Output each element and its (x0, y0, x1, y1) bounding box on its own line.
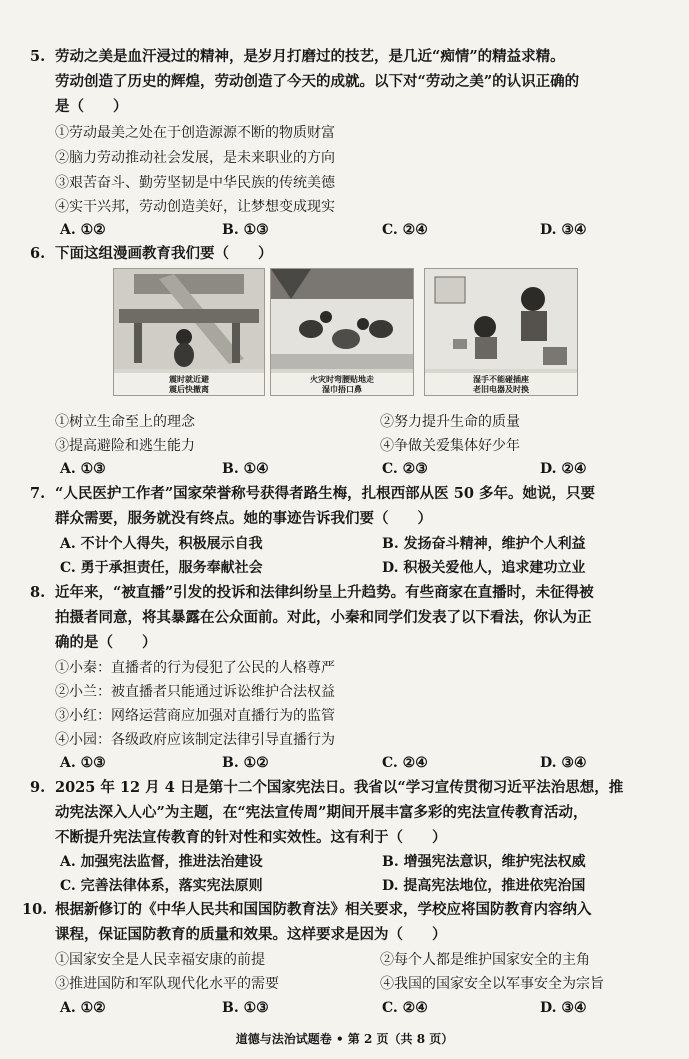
question-number: 7. (30, 485, 46, 502)
answer-option-a: A. ①② (60, 222, 106, 238)
answer-option-a: A. 不计个人得失，积极展示自我 (60, 536, 263, 552)
comic-caption (425, 373, 577, 395)
answer-option-d: D. ③④ (540, 755, 587, 771)
statement: ①小秦：直播者的行为侵犯了公民的人格尊严 (55, 660, 335, 676)
question-stem-line: 劳动之美是血汗浸过的精神，是岁月打磨过的技艺，是几近“痴情”的精益求精。 (55, 48, 565, 65)
question-stem-line: 动宪法深入人心”为主题，在“宪法宣传周”期间开展丰富多彩的宪法宣传教育活动， (55, 804, 588, 821)
answer-option-d: D. 积极关爱他人，追求建功立业 (382, 560, 586, 576)
fire-escape-scene-illustration (271, 269, 413, 369)
statement: ②脑力劳动推动社会发展，是未来职业的方向 (55, 150, 335, 166)
question-stem-line: 近年来，“被直播”引发的投诉和法律纠纷呈上升趋势。有些商家在直播时，未征得被 (55, 584, 594, 601)
comic-panel-fire (270, 268, 414, 396)
question-stem-line: 群众需要，服务就没有终点。她的事迹告诉我们要（ ） (55, 510, 432, 527)
answer-option-c: C. 勇于承担责任，服务奉献社会 (60, 560, 263, 576)
answer-option-b: B. 发扬奋斗精神，维护个人利益 (382, 536, 586, 552)
question-stem-line: 2025 年 12 月 4 日是第十二个国家宪法日。我省以“学习宣传贯彻习近平法治思想，推 (55, 779, 624, 796)
statement: ④我国的国家安全以军事安全为宗旨 (380, 976, 604, 992)
answer-option-b: B. ①② (222, 755, 269, 771)
caption-line: 湿巾捂口鼻 (322, 384, 362, 394)
caption-line: 震时就近避 (169, 374, 209, 384)
answer-option-d: D. ②④ (540, 461, 587, 477)
answer-option-d: D. ③④ (540, 1000, 587, 1016)
statement: ④争做关爱集体好少年 (380, 438, 520, 454)
statement: ④实干兴邦，劳动创造美好，让梦想变成现实 (55, 199, 335, 215)
question-stem-line: “人民医护工作者”国家荣誉称号获得者路生梅，扎根西部从医 50 多年。她说，只要 (55, 485, 595, 502)
caption-line: 老旧电器及时换 (473, 384, 529, 394)
question-number: 6. (30, 245, 46, 262)
statement: ③推进国防和军队现代化水平的需要 (55, 976, 279, 992)
question-number: 10. (22, 901, 48, 918)
electric-safety-scene-illustration (425, 269, 577, 369)
question-stem-line: 确的是（ ） (55, 634, 157, 651)
question-stem-line: 下面这组漫画教育我们要（ ） (55, 245, 273, 262)
answer-option-c: C. ②③ (382, 461, 428, 477)
answer-option-a: A. ①③ (60, 461, 106, 477)
statement: ①国家安全是人民幸福安康的前提 (55, 952, 265, 968)
question-stem-line: 拍摄者同意，将其暴露在公众面前。对此，小秦和同学们发表了以下看法，你认为正 (55, 609, 592, 626)
question-number: 8. (30, 584, 46, 601)
statement: ③艰苦奋斗、勤劳坚韧是中华民族的传统美德 (55, 175, 335, 191)
answer-option-c: C. ②④ (382, 1000, 428, 1016)
comic-panel-earthquake (113, 268, 265, 396)
question-stem-line: 根据新修订的《中华人民共和国国防教育法》相关要求，学校应将国防教育内容纳入 (55, 901, 592, 918)
caption-line: 湿手不能碰插座 (473, 374, 529, 384)
answer-option-b: B. ①③ (222, 222, 269, 238)
comic-panel-electric-safety (424, 268, 578, 396)
page-footer: 道德与法治试题卷 • 第 2 页（共 8 页） (235, 1032, 454, 1046)
answer-option-a: A. 加强宪法监督，推进法治建设 (60, 854, 263, 870)
answer-option-d: D. 提高宪法地位，推进依宪治国 (382, 878, 586, 894)
comic-caption (114, 373, 264, 395)
answer-option-b: B. ①④ (222, 461, 269, 477)
answer-option-c: C. 完善法律体系，落实宪法原则 (60, 878, 263, 894)
statement: ①劳动最美之处在于创造源源不断的物质财富 (55, 125, 335, 141)
question-stem-line: 课程，保证国防教育的质量和效果。这样要求是因为（ ） (55, 926, 447, 943)
question-stem-line: 劳动创造了历史的辉煌，劳动创造了今天的成就。以下对“劳动之美”的认识正确的 (55, 73, 580, 90)
comic-caption (271, 373, 413, 395)
statement: ①树立生命至上的理念 (55, 414, 195, 430)
question-stem-line: 不断提升宪法宣传教育的针对性和实效性。这有利于（ ） (55, 829, 447, 846)
statement: ②小兰：被直播者只能通过诉讼维护合法权益 (55, 684, 335, 700)
statement: ②每个人都是维护国家安全的主角 (380, 952, 590, 968)
answer-option-c: C. ②④ (382, 755, 428, 771)
question-number: 9. (30, 779, 46, 796)
answer-option-a: A. ①③ (60, 755, 106, 771)
statement: ②努力提升生命的质量 (380, 414, 520, 430)
answer-option-b: B. 增强宪法意识，维护宪法权威 (382, 854, 586, 870)
question-number: 5. (30, 48, 46, 65)
question-stem-line: 是（ ） (55, 98, 128, 115)
caption-line: 火灾时弯腰贴地走 (310, 374, 374, 384)
answer-option-b: B. ①③ (222, 1000, 269, 1016)
answer-option-d: D. ③④ (540, 222, 587, 238)
statement: ③小红：网络运营商应加强对直播行为的监管 (55, 708, 335, 724)
statement: ④小园：各级政府应该制定法律引导直播行为 (55, 732, 335, 748)
caption-line: 震后快撤离 (169, 384, 209, 394)
answer-option-c: C. ②④ (382, 222, 428, 238)
earthquake-scene-illustration (114, 269, 264, 369)
statement: ③提高避险和逃生能力 (55, 438, 195, 454)
answer-option-a: A. ①② (60, 1000, 106, 1016)
